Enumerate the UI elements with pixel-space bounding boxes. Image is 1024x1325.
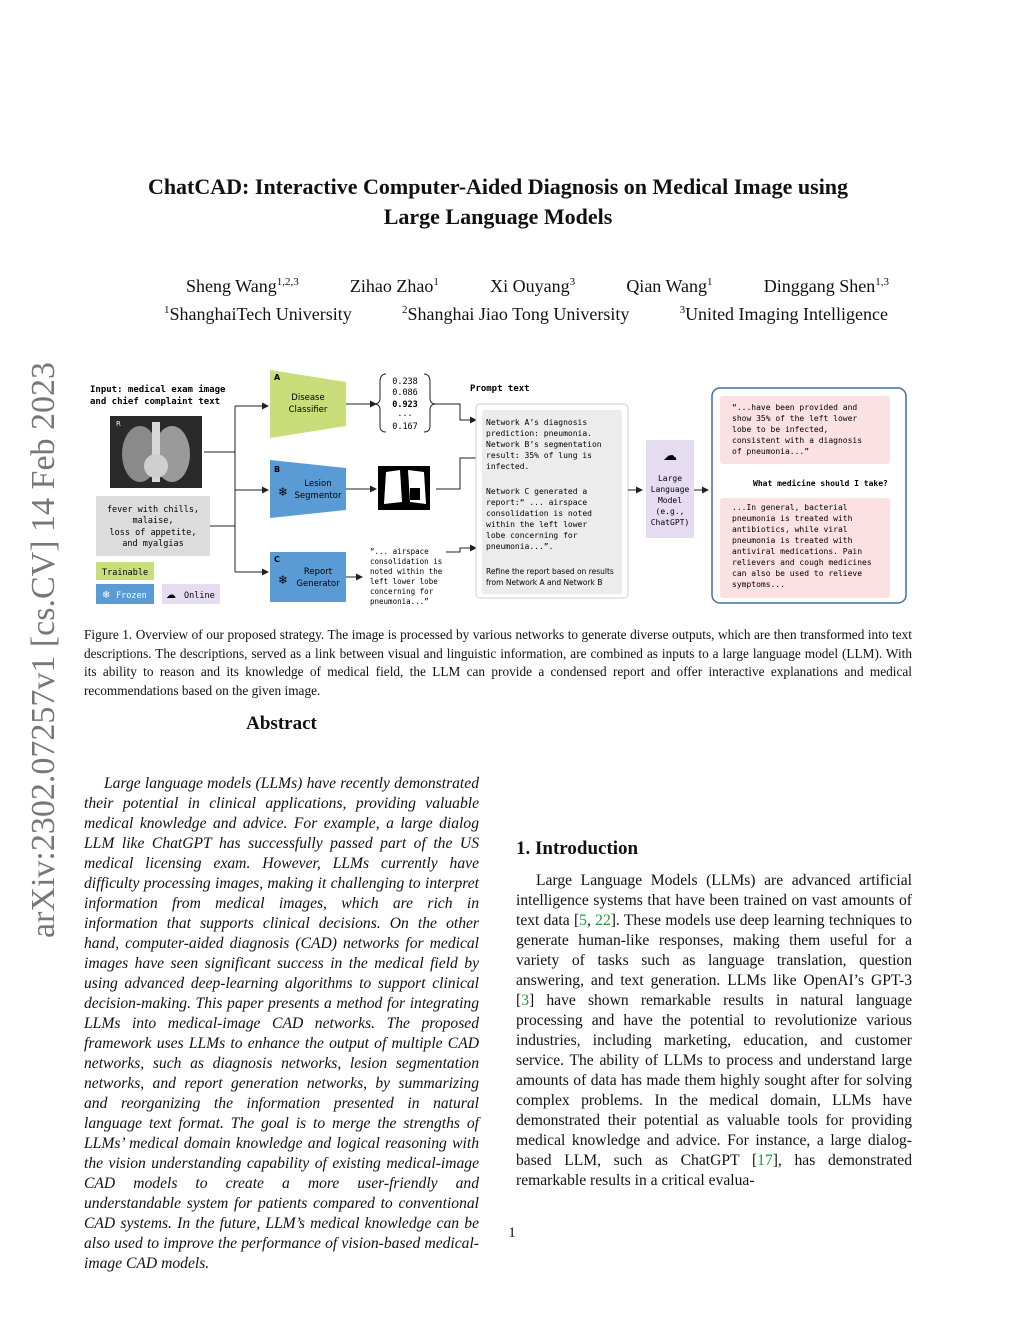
author-block bbox=[60, 270, 964, 326]
svg-text:pneumonia is treated with: pneumonia is treated with bbox=[732, 514, 853, 523]
citation-link[interactable]: 5 bbox=[579, 912, 587, 929]
legend-trainable: Trainable bbox=[102, 568, 149, 578]
prompt-title: Prompt text bbox=[470, 384, 530, 394]
network-b-label: B bbox=[274, 465, 281, 474]
svg-text:Large: Large bbox=[657, 474, 683, 483]
svg-text:“...have been provided and: “...have been provided and bbox=[732, 403, 858, 412]
snowflake-icon: ❄ bbox=[278, 485, 289, 499]
author: Dinggang Shen$^{1,3}$ bbox=[763, 276, 889, 296]
prob-brace-left bbox=[374, 374, 386, 432]
disease-classifier-block bbox=[270, 370, 346, 438]
svg-text:pneumonia is treated with: pneumonia is treated with bbox=[732, 536, 853, 545]
abstract-heading: Abstract bbox=[246, 713, 317, 734]
snowflake-icon: ❄ bbox=[102, 590, 111, 601]
affiliation: $^3$United Imaging Intelligence bbox=[679, 304, 888, 324]
report-generator-l1: Report bbox=[303, 567, 333, 577]
svg-text:pneumonia...”.: pneumonia...”. bbox=[486, 542, 554, 551]
svg-text:Network B’s segmentation: Network B’s segmentation bbox=[486, 440, 602, 449]
svg-text:malaise,: malaise, bbox=[132, 516, 174, 526]
affiliation: $^2$Shanghai Jiao Tong University bbox=[401, 304, 630, 324]
prob-value: 0.167 bbox=[392, 422, 418, 432]
svg-text:loss of appetite,: loss of appetite, bbox=[109, 528, 197, 538]
svg-text:infected.: infected. bbox=[486, 462, 530, 471]
abstract-section bbox=[84, 714, 479, 1274]
figure-caption: Figure 1. Overview of our proposed strategy. The image is processed by various networks to generate diverse outputs, which are then transformed into text descriptions. The descriptions, served as a link between visual and linguistic information, are combined as inputs to a large language model (LLM). With its ability to reason and its knowledge of medical field, the LLM can provide a condensed report and offer interactive explanations and medical recommendations based on the given image. bbox=[84, 627, 912, 698]
report-generator-l2: Generator bbox=[296, 579, 340, 589]
svg-text:relievers and cough medicines: relievers and cough medicines bbox=[732, 558, 872, 567]
xray-marker: R bbox=[116, 420, 121, 428]
title-line-1: ChatCAD: Interactive Computer-Aided Diagnosis on Medical Image using bbox=[147, 174, 849, 199]
svg-text:pneumonia...”: pneumonia...” bbox=[370, 597, 429, 606]
svg-text:(e.g.,: (e.g., bbox=[655, 507, 685, 516]
author: Qian Wang$^1$ bbox=[626, 276, 713, 296]
citation-link[interactable]: 22 bbox=[595, 912, 611, 929]
author: Sheng Wang$^{1,2,3}$ bbox=[186, 276, 299, 296]
author: Zihao Zhao$^1$ bbox=[349, 276, 439, 296]
author: Xi Ouyang$^3$ bbox=[490, 276, 576, 296]
svg-text:Language: Language bbox=[650, 485, 690, 494]
svg-text:within the left lower: within the left lower bbox=[486, 520, 588, 529]
legend-online: Online bbox=[184, 591, 215, 601]
citation-link[interactable]: 17 bbox=[757, 1152, 773, 1169]
chat-question: What medicine should I take? bbox=[753, 479, 888, 488]
svg-text:of pneumonia...”: of pneumonia...” bbox=[732, 447, 810, 456]
prob-value: 0.238 bbox=[392, 377, 418, 387]
input-connectors bbox=[204, 406, 268, 572]
prob-value: 0.086 bbox=[392, 388, 418, 398]
page-number: 1 bbox=[508, 1225, 516, 1241]
svg-text:Network A’s diagnosis: Network A’s diagnosis bbox=[486, 418, 588, 427]
prob-value: ... bbox=[397, 409, 413, 419]
disease-classifier-l1: Disease bbox=[291, 393, 325, 403]
intro-paragraph: Large Language Models (LLMs) are advanced artificial intelligence systems that have been trained on vast amounts of text data [5, 22]. These models use deep learning techniques to generate human-like responses, making them useful for a variety of tasks such as language translation, question answering, and text generation. LLMs like OpenAI’s GPT-3 [3] have shown remarkable results in natural language processing and have the potential to revolutionize various industries, including marketing, education, and customer service. The ability of LLMs to process and understand large amounts of data has made them highly sought after for solving complex problems. In the medical domain, LLMs have demonstrated their potential as valuable tools for providing medical knowledge and advice. For instance, a large dialog-based LLM, such as ChatGPT [17], has demonstrated remarkable results in a critical evalua- bbox=[516, 872, 912, 1189]
prob-value: 0.923 bbox=[392, 400, 418, 410]
svg-text:antiviral medications. Pain: antiviral medications. Pain bbox=[732, 547, 863, 556]
svg-text:antibiotics, while viral: antibiotics, while viral bbox=[732, 525, 848, 534]
prob-brace-right bbox=[424, 374, 436, 432]
network-a-label: A bbox=[274, 373, 281, 382]
svg-text:report:“ ... airspace: report:“ ... airspace bbox=[486, 498, 588, 507]
prompt-connectors bbox=[436, 404, 476, 552]
svg-text:lobe to be infected,: lobe to be infected, bbox=[732, 425, 829, 434]
svg-text:prediction: pneumonia.: prediction: pneumonia. bbox=[486, 429, 592, 438]
disease-classifier-l2: Classifier bbox=[288, 405, 328, 415]
svg-text:can also be used to relieve: can also be used to relieve bbox=[732, 569, 863, 578]
lesion-segmentor-l1: Lesion bbox=[304, 479, 332, 489]
svg-text:“... airspace: “... airspace bbox=[370, 547, 429, 556]
lesion-segmentor-l2: Segmentor bbox=[294, 491, 342, 501]
svg-text:noted within the: noted within the bbox=[370, 567, 443, 576]
svg-text:lobe concerning for: lobe concerning for bbox=[486, 531, 578, 540]
cloud-icon: ☁ bbox=[166, 590, 176, 601]
svg-text:from Network A and Network B: from Network A and Network B bbox=[486, 578, 603, 587]
svg-text:show 35% of the left lower: show 35% of the left lower bbox=[732, 414, 858, 423]
figure-1-diagram bbox=[80, 362, 920, 612]
chest-xray-image bbox=[110, 416, 202, 488]
svg-text:ChatGPT): ChatGPT) bbox=[650, 518, 690, 527]
legend-frozen: Frozen bbox=[116, 591, 147, 601]
svg-text:left lower lobe: left lower lobe bbox=[370, 577, 438, 586]
arxiv-stamp: arXiv:2302.07257v1 [cs.CV] 14 Feb 2023 bbox=[25, 361, 62, 939]
svg-text:consolidation is: consolidation is bbox=[370, 557, 443, 566]
svg-text:Model: Model bbox=[657, 496, 683, 505]
svg-text:symptoms...: symptoms... bbox=[732, 580, 785, 589]
network-c-label: C bbox=[274, 555, 280, 564]
svg-text:and myalgias: and myalgias bbox=[122, 539, 184, 549]
introduction-section bbox=[516, 839, 912, 1191]
input-label-2: and chief complaint text bbox=[90, 397, 221, 407]
affiliation-list bbox=[60, 298, 964, 326]
abstract-text: Large language models (LLMs) have recently demonstrated their potential in clinical applications, providing valuable medical knowledge and advice. For example, a large dialog LLM like ChatGPT has successfully passed part of the US medical licensing exam. However, LLMs currently have difficulty processing images, making it challenging to interpret information from medical images, which are rich in information that supports clinical decisions. On the other hand, computer-aided diagnosis (CAD) networks for medical images have seen significant success in the medical field by using advanced deep-learning algorithms to support clinical decision-making. This paper presents a method for integrating LLMs into medical-image CAD networks. The proposed framework uses LLMs to enhance the output of multiple CAD networks, such as diagnosis networks, lesion segmentation networks, and report generation networks, by summarizing and reorganizing the information presented in natural language text format. The goal is to merge the strengths of LLMs’ medical domain knowledge and logical reasoning with the vision understanding capability of existing medical-image CAD models to create a more user-friendly and understandable system for patients compared to conventional CAD systems. In the future, LLM’s medical knowledge can be also used to improve the performance of vision-based medical-image CAD models. bbox=[84, 775, 479, 1272]
paper-title bbox=[60, 172, 936, 232]
svg-text:consolidation is noted: consolidation is noted bbox=[486, 509, 592, 518]
svg-text:...In general, bacterial: ...In general, bacterial bbox=[732, 503, 848, 512]
svg-text:fever with chills,: fever with chills, bbox=[106, 505, 200, 515]
affiliation: $^1$ShanghaiTech University bbox=[164, 304, 352, 324]
author-list bbox=[60, 270, 964, 298]
citation-link[interactable]: 3 bbox=[521, 992, 529, 1009]
svg-text:consistent with a diagnosis: consistent with a diagnosis bbox=[732, 436, 863, 445]
probability-vector bbox=[392, 377, 418, 432]
report-snippet bbox=[370, 547, 443, 606]
svg-text:result: 35% of lung is: result: 35% of lung is bbox=[486, 451, 592, 460]
title-line-2: Large Language Models bbox=[383, 204, 613, 229]
input-label: Input: medical exam image bbox=[90, 385, 226, 395]
svg-text:Refine the report based on res: Refine the report based on results bbox=[486, 567, 614, 576]
intro-heading: 1. Introduction bbox=[516, 838, 639, 859]
cloud-icon: ☁ bbox=[663, 448, 677, 464]
svg-text:concerning for: concerning for bbox=[370, 587, 434, 596]
svg-text:Network C generated a: Network C generated a bbox=[486, 487, 588, 496]
snowflake-icon: ❄ bbox=[278, 573, 289, 587]
segmentation-mask bbox=[378, 466, 430, 510]
